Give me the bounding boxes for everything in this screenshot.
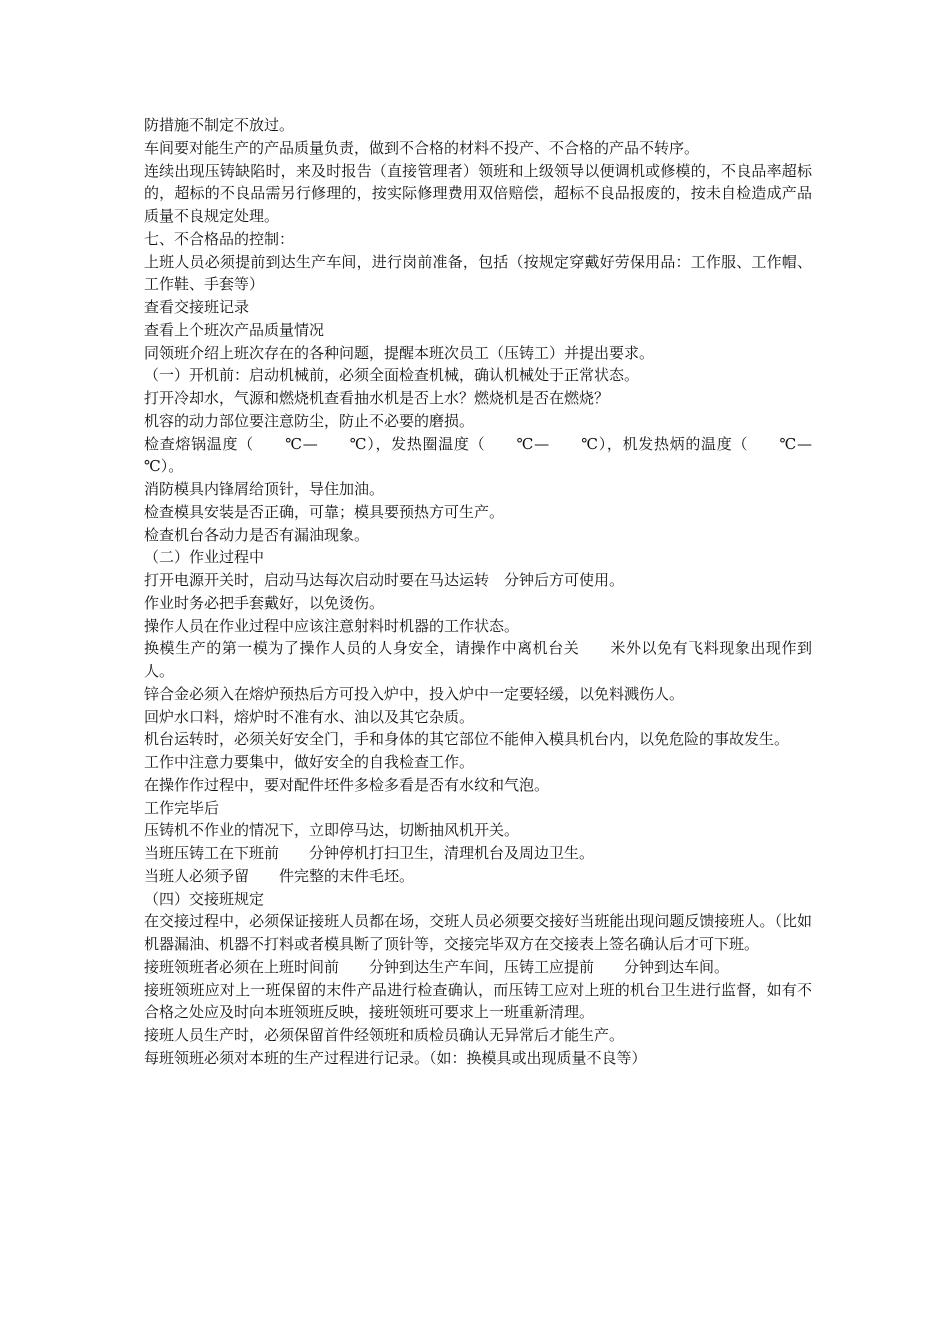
subsection-heading: （四）交接班规定 — [144, 889, 265, 908]
text-line: 回炉水口料，熔炉时不准有水、油以及其它杂质。 — [144, 707, 475, 726]
text-line: 消防模具内锋屑给顶针，导住加油。 — [144, 480, 385, 498]
text-line: 锌合金必须入在熔炉预热后方可投入炉中，投入炉中一定要轻缓，以免料溅伤人。 — [144, 684, 685, 703]
text-line: 防措施不制定不放过。 — [144, 116, 295, 134]
text-line: 同领班介绍上班次存在的各种问题，提醒本班次员工（压铸工）并提出要求。 — [144, 343, 655, 362]
text-line: 连续出现压铸缺陷时，来及时报告（直接管理者）领班和上级领导以便调机或修模的，不良品率超标的，超标的不良品需另行修理的，按实际修理费用双倍赔偿，超标不良品报废的，按未自检造成产品质量不良规定处理。 — [144, 161, 812, 225]
text-line: 换模生产的第一模为了操作人员的人身安全，请操作中离机台关 米外以免有飞料现象出现作到人。 — [144, 639, 812, 680]
text-line: 作业时务必把手套戴好，以免烫伤。 — [144, 593, 385, 612]
text-line: 打开冷却水，气源和燃烧机查看抽水机是否上水？燃烧机是否在燃烧？ — [144, 389, 610, 407]
text-line: 车间要对能生产的产品质量负责，做到不合格的材料不投产、不合格的产品不转序。 — [144, 138, 700, 157]
text-line: 接班人员生产时，必须保留首件经领班和质检员确认无异常后才能生产。 — [144, 1026, 625, 1044]
section-heading: 七、不合格品的控制： — [144, 229, 295, 248]
text-line: 操作人员在作业过程中应该注意射料时机器的工作状态。 — [144, 616, 520, 635]
subsection-heading: 工作完毕后 — [144, 798, 220, 817]
text-line: 每班领班必须对本班的生产过程进行记录。（如：换模具或出现质量不良等） — [144, 1048, 647, 1067]
text-line: 在交接过程中，必须保证接班人员都在场，交班人员必须要交接好当班能出现问题反馈接班人。（比如机器漏油、机器不打料或者模具断了顶针等，交接完毕双方在交接表上签名确认后才可下班。 — [144, 912, 812, 953]
subsection-heading: （一）开机前：启动机械前，必须全面检查机械，确认机械处于正常状态。 — [144, 366, 640, 385]
text-line: 当班人必须予留 件完整的末件毛坯。 — [144, 866, 415, 885]
text-line: 上班人员必须提前到达生产车间，进行岗前准备，包括（按规定穿戴好劳保用品：工作服、工作帽、工作鞋、手套等） — [144, 252, 812, 294]
text-line: 在操作作过程中，要对配件坯件多检多看是否有水纹和气泡。 — [144, 775, 550, 794]
text-line: 打开电源开关时，启动马达每次启动时要在马达运转 分钟后方可使用。 — [144, 571, 625, 589]
document-body — [144, 114, 843, 1070]
text-line: 机台运转时，必须关好安全门，手和身体的其它部位不能伸入模具机台内，以免危险的事故发生。 — [144, 730, 790, 749]
text-line: 接班领班者必须在上班时间前 分钟到达生产车间，压铸工应提前 分钟到达车间。 — [144, 957, 730, 976]
text-line: 工作中注意力要集中，做好安全的自我检查工作。 — [144, 753, 475, 771]
text-line: 压铸机不作业的情况下，立即停马达，切断抽风机开关。 — [144, 821, 520, 840]
text-line: 检查机台各动力是否有漏油现象。 — [144, 525, 370, 544]
text-line: 检查模具安装是否正确，可靠；模具要预热方可生产。 — [144, 502, 505, 521]
text-line: 查看上个班次产品质量情况 — [144, 320, 325, 339]
text-line: 机容的动力部位要注意防尘，防止不必要的磨损。 — [144, 411, 475, 430]
text-line: 查看交接班记录 — [144, 298, 250, 316]
text-line: 当班压铸工在下班前 分钟停机打扫卫生，清理机台及周边卫生。 — [144, 844, 595, 862]
subsection-heading: （二）作业过程中 — [144, 548, 265, 567]
text-line: 接班领班应对上一班保留的末件产品进行检查确认，而压铸工应对上班的机台卫生进行监督，如有不合格之处应及时向本班领班反映，接班领班可要求上一班重新清理。 — [144, 980, 812, 1022]
text-line: 检查熔锅温度（ ℃— ℃），发热圈温度（ ℃— ℃），机发热炳的温度（ ℃— ℃）。 — [144, 434, 843, 476]
